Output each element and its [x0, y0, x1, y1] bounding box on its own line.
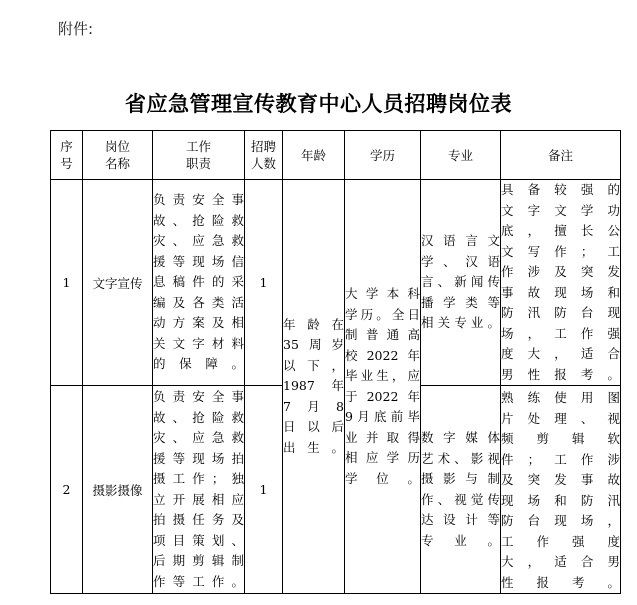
row-major-text: 汉语言文 学、汉语 言、新闻传 播学类等 相关专业。	[421, 233, 500, 331]
row-remarks	[501, 180, 621, 386]
shared-age-text: 年龄在 35周岁 以下， 1987年 7月8 日以后 出生。	[283, 316, 344, 455]
header-position: 岗位 名称	[83, 131, 153, 180]
shared-age	[283, 180, 345, 594]
shared-education-text: 大学本科 学历。全日 制普通高 校2022年 毕业生，应 于2022年 9月底前毕 业并取得 相应学历 学位。	[345, 286, 420, 486]
row-position: 文字宣传	[83, 180, 153, 386]
row-major-text: 数字媒体 艺术、影视 摄影与制 作、视觉传 达设计等 专业。	[421, 430, 500, 548]
header-remarks: 备注	[501, 131, 621, 180]
row-no: 1	[51, 180, 83, 386]
table-row	[51, 180, 621, 386]
header-education: 学历	[345, 131, 421, 180]
header-count: 招聘 人数	[245, 131, 283, 180]
row-duties-text: 负责安全事 故、抢险救 灾、应急救 援等现场信 息稿件的采 编及各类活 动方案及相 关文字材料 的保障。	[153, 192, 244, 372]
row-duties-text: 负责安全事 故、抢险救 灾、应急救 援等现场拍 摄工作；独 立开展相应 拍摄任务及 项目策划、 后期剪辑制 作等工作。	[153, 389, 244, 589]
header-duties: 工作 职责	[153, 131, 245, 180]
row-position: 摄影摄像	[83, 386, 153, 594]
recruitment-table	[50, 130, 621, 594]
header-no: 序 号	[51, 131, 83, 180]
row-duties	[153, 180, 245, 386]
row-remarks-text: 具备较强的 文字文学功 底，擅长公 文写作；工 作涉及突发 事故现场和 防汛防台现 场，工作强 度大，适合 男性报考。	[501, 182, 620, 382]
row-count: 1	[245, 386, 283, 594]
row-remarks-text: 熟练使用图 片处理、视 频剪辑软 件；工作涉 及突发事故 现场和防汛 防台现场， 工作强度 大，适合男 性报考。	[501, 390, 620, 590]
row-remarks	[501, 386, 621, 594]
attachment-label: 附件:	[58, 20, 94, 38]
row-count: 1	[245, 180, 283, 386]
shared-education	[345, 180, 421, 594]
row-duties	[153, 386, 245, 594]
page-title: 省应急管理宣传教育中心人员招聘岗位表	[125, 91, 512, 116]
table-header-row	[51, 131, 621, 180]
row-no: 2	[51, 386, 83, 594]
row-major	[421, 180, 501, 386]
header-major: 专业	[421, 131, 501, 180]
header-age: 年龄	[283, 131, 345, 180]
row-major	[421, 386, 501, 594]
